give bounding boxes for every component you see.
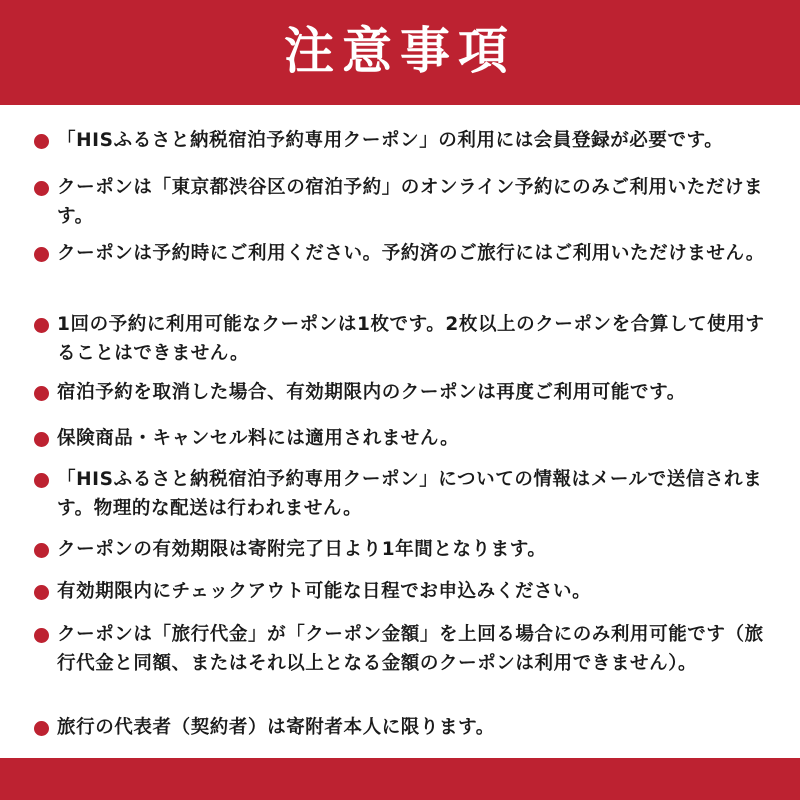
bullet-icon (34, 473, 49, 488)
note-text: クーポンは「東京都渋谷区の宿泊予約」のオンライン予約にのみご利用いただけます。 (57, 177, 764, 227)
page-title: 注意事項 (284, 21, 516, 80)
note-item (34, 620, 776, 678)
note-text: 旅行の代表者（契約者）は寄附者本人に限ります。 (57, 717, 495, 738)
bullet-icon (34, 181, 49, 196)
note-text: 1回の予約に利用可能なクーポンは1枚です。2枚以上のクーポンを合算して使用することはできません。 (57, 314, 765, 364)
note-item (34, 713, 776, 742)
footer-band (0, 758, 800, 800)
bullet-icon (34, 318, 49, 333)
note-text: クーポンは「旅行代金」が「クーポン金額」を上回る場合にのみ利用可能です（旅行代金と同額、またはそれ以上となる金額のクーポンは利用できません）。 (57, 624, 764, 674)
note-text: 「HISふるさと納税宿泊予約専用クーポン」についての情報はメールで送信されます。物理的な配送は行われません。 (57, 469, 763, 519)
bullet-icon (34, 247, 49, 262)
note-item (34, 465, 776, 523)
note-text: 保険商品・キャンセル料には適用されません。 (57, 428, 460, 449)
note-item (34, 577, 776, 606)
note-item (34, 535, 776, 564)
bullet-icon (34, 628, 49, 643)
note-text: 「HISふるさと納税宿泊予約専用クーポン」の利用には会員登録が必要です。 (57, 130, 724, 151)
bullet-icon (34, 432, 49, 447)
note-text: クーポンの有効期限は寄附完了日より1年間となります。 (57, 539, 547, 560)
bullet-icon (34, 543, 49, 558)
note-text: 有効期限内にチェックアウト可能な日程でお申込みください。 (57, 581, 592, 602)
note-item (34, 378, 776, 407)
note-item (34, 310, 776, 368)
note-item (34, 173, 776, 231)
note-item (34, 239, 776, 268)
bullet-icon (34, 585, 49, 600)
bullet-icon (34, 721, 49, 736)
bullet-icon (34, 386, 49, 401)
note-item (34, 424, 776, 453)
note-text: クーポンは予約時にご利用ください。予約済のご旅行にはご利用いただけません。 (57, 243, 765, 264)
note-text: 宿泊予約を取消した場合、有効期限内のクーポンは再度ご利用可能です。 (57, 382, 686, 403)
bullet-icon (34, 134, 49, 149)
note-item (34, 126, 776, 155)
